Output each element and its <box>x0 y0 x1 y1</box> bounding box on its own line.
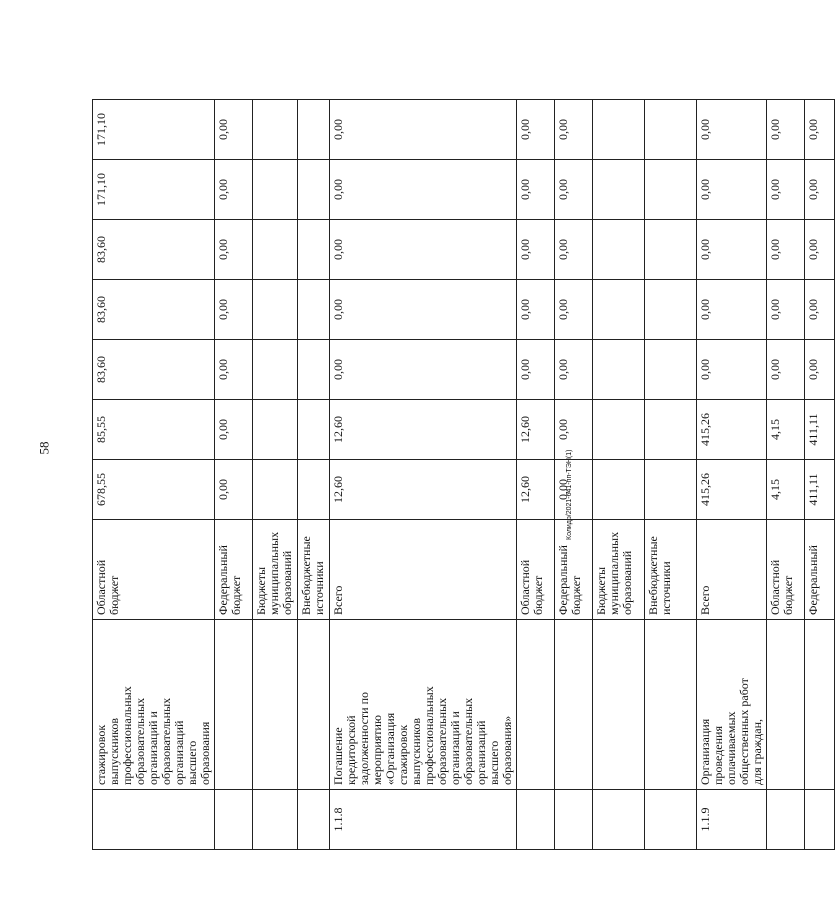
value-year-6 <box>593 100 645 160</box>
value-year-6 <box>298 100 330 160</box>
value-total <box>593 460 645 520</box>
value-year-3 <box>253 280 298 340</box>
value-year-1: 12,60 <box>517 400 555 460</box>
value-year-3: 0,00 <box>215 280 253 340</box>
value-total <box>645 460 697 520</box>
budget-table-rotated <box>92 113 820 850</box>
value-year-6 <box>645 100 697 160</box>
measure-name <box>805 620 835 790</box>
table-row <box>805 100 835 850</box>
value-year-6: 171,10 <box>93 100 215 160</box>
value-year-5: 0,00 <box>330 160 517 220</box>
measure-name <box>555 620 593 790</box>
measure-name <box>593 620 645 790</box>
value-total: 12,60 <box>330 460 517 520</box>
measure-name: стажировок выпускников профессиональных образовательных организаций и образовательных организаций высшего образования <box>93 620 215 790</box>
value-year-2: 0,00 <box>555 340 593 400</box>
value-year-2 <box>298 340 330 400</box>
measure-name <box>253 620 298 790</box>
value-total: 4,15 <box>767 460 805 520</box>
value-year-1: 4,15 <box>767 400 805 460</box>
value-year-6: 0,00 <box>805 100 835 160</box>
funding-source: Бюджеты муниципальных образований <box>593 520 645 620</box>
value-year-4: 0,00 <box>767 220 805 280</box>
value-year-5 <box>593 160 645 220</box>
table-row <box>253 100 298 850</box>
row-number <box>298 790 330 850</box>
row-number <box>555 790 593 850</box>
row-number <box>253 790 298 850</box>
value-year-4 <box>253 220 298 280</box>
value-year-4: 0,00 <box>805 220 835 280</box>
value-year-6 <box>253 100 298 160</box>
row-number <box>593 790 645 850</box>
value-year-5: 0,00 <box>805 160 835 220</box>
measure-name <box>298 620 330 790</box>
table-row <box>215 100 253 850</box>
table-row <box>555 100 593 850</box>
funding-source: Бюджеты муниципальных образований <box>253 520 298 620</box>
value-year-6: 0,00 <box>697 100 767 160</box>
value-year-6: 0,00 <box>330 100 517 160</box>
funding-source: Внебюджетные источники <box>645 520 697 620</box>
measure-name <box>517 620 555 790</box>
table-row <box>697 100 767 850</box>
budget-table-body <box>93 100 835 850</box>
value-year-2: 0,00 <box>767 340 805 400</box>
table-row <box>767 100 805 850</box>
value-year-2: 0,00 <box>330 340 517 400</box>
value-year-5: 0,00 <box>517 160 555 220</box>
row-number <box>93 790 215 850</box>
value-year-4: 0,00 <box>330 220 517 280</box>
funding-source: Федеральный бюджет <box>555 520 593 620</box>
value-year-4: 0,00 <box>697 220 767 280</box>
value-total: 0,00 <box>215 460 253 520</box>
value-year-5 <box>298 160 330 220</box>
row-number <box>215 790 253 850</box>
value-year-4 <box>593 220 645 280</box>
value-year-4: 0,00 <box>555 220 593 280</box>
row-number: 1.1.8 <box>330 790 517 850</box>
funding-source: Всего <box>330 520 517 620</box>
value-year-1: 12,60 <box>330 400 517 460</box>
row-number <box>805 790 835 850</box>
value-year-3 <box>298 280 330 340</box>
value-year-6: 0,00 <box>555 100 593 160</box>
measure-name: Погашение кредиторской задолженности по мероприятию «Организация стажировок выпускников профессиональных образовательных организаций и образовательных организаций высшего образования» <box>330 620 517 790</box>
value-year-2: 0,00 <box>517 340 555 400</box>
value-year-1: 85,55 <box>93 400 215 460</box>
measure-name: Организация проведения оплачиваемых общественных работ для граждан, <box>697 620 767 790</box>
funding-source: Областной бюджет <box>767 520 805 620</box>
value-year-3 <box>645 280 697 340</box>
value-year-3: 0,00 <box>767 280 805 340</box>
funding-source: Внебюджетные источники <box>298 520 330 620</box>
page-number: 58 <box>36 441 52 455</box>
table-row <box>593 100 645 850</box>
value-year-1 <box>253 400 298 460</box>
funding-source: Областной бюджет <box>93 520 215 620</box>
value-year-1 <box>593 400 645 460</box>
value-year-5: 171,10 <box>93 160 215 220</box>
value-year-2 <box>253 340 298 400</box>
value-year-2: 83,60 <box>93 340 215 400</box>
value-total <box>253 460 298 520</box>
value-year-3: 0,00 <box>697 280 767 340</box>
value-year-4: 0,00 <box>517 220 555 280</box>
value-year-1: 411,11 <box>805 400 835 460</box>
value-year-3: 0,00 <box>555 280 593 340</box>
value-year-2: 0,00 <box>805 340 835 400</box>
value-year-3: 0,00 <box>805 280 835 340</box>
row-number <box>767 790 805 850</box>
value-total: 415,26 <box>697 460 767 520</box>
value-year-3 <box>593 280 645 340</box>
value-year-5: 0,00 <box>555 160 593 220</box>
value-year-3: 83,60 <box>93 280 215 340</box>
value-year-2 <box>593 340 645 400</box>
value-year-2: 0,00 <box>215 340 253 400</box>
value-year-1: 0,00 <box>555 400 593 460</box>
value-year-2: 0,00 <box>697 340 767 400</box>
funding-source: Федеральный <box>805 520 835 620</box>
row-number <box>645 790 697 850</box>
value-year-6: 0,00 <box>517 100 555 160</box>
measure-name <box>767 620 805 790</box>
value-year-4: 83,60 <box>93 220 215 280</box>
value-year-4 <box>298 220 330 280</box>
measure-name <box>645 620 697 790</box>
value-total <box>298 460 330 520</box>
table-row <box>93 100 215 850</box>
table-row <box>330 100 517 850</box>
document-code: Колидр/2021-641-пп-ТЭН(1) <box>566 449 573 540</box>
value-total: 0,00 <box>555 460 593 520</box>
value-year-6: 0,00 <box>215 100 253 160</box>
value-year-5: 0,00 <box>697 160 767 220</box>
value-year-5: 0,00 <box>215 160 253 220</box>
value-year-6: 0,00 <box>767 100 805 160</box>
value-year-3: 0,00 <box>517 280 555 340</box>
value-year-3: 0,00 <box>330 280 517 340</box>
budget-table <box>92 99 835 850</box>
measure-name <box>215 620 253 790</box>
value-year-5: 0,00 <box>767 160 805 220</box>
value-total: 12,60 <box>517 460 555 520</box>
funding-source: Областной бюджет <box>517 520 555 620</box>
value-year-5 <box>645 160 697 220</box>
value-total: 411,11 <box>805 460 835 520</box>
value-year-1 <box>645 400 697 460</box>
row-number <box>517 790 555 850</box>
table-row <box>517 100 555 850</box>
value-year-1: 415,26 <box>697 400 767 460</box>
value-year-1: 0,00 <box>215 400 253 460</box>
value-year-1 <box>298 400 330 460</box>
value-total: 678,55 <box>93 460 215 520</box>
table-row <box>645 100 697 850</box>
value-year-5 <box>253 160 298 220</box>
funding-source: Всего <box>697 520 767 620</box>
value-year-2 <box>645 340 697 400</box>
row-number: 1.1.9 <box>697 790 767 850</box>
funding-source: Федеральный бюджет <box>215 520 253 620</box>
value-year-4 <box>645 220 697 280</box>
table-row <box>298 100 330 850</box>
value-year-4: 0,00 <box>215 220 253 280</box>
